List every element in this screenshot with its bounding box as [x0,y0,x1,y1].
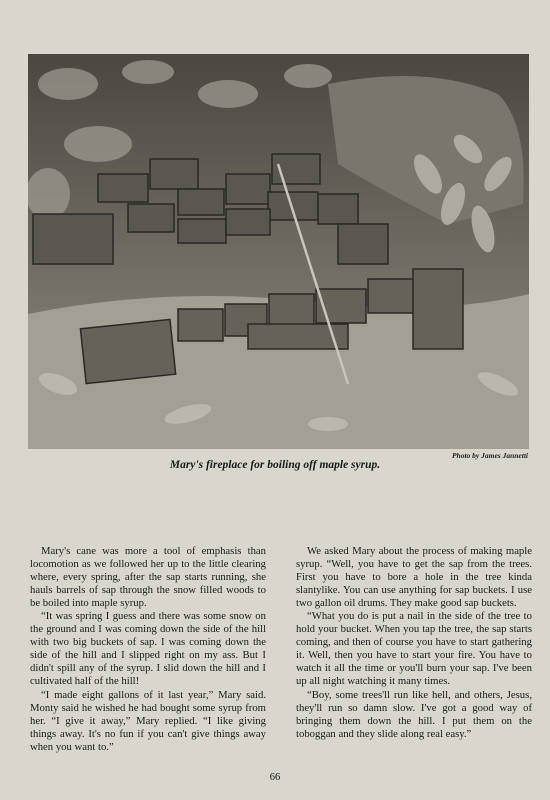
paragraph: Mary's cane was more a tool of emphasis than locomotion as we followed her up to the little clearing where, every spring, after the sap starts running, she hauls barrels of sap through the snow filled woods to be boiled into maple syrup. [30,545,266,610]
fireplace-photo [28,54,529,449]
page-number: 66 [269,772,281,783]
right-column [296,545,532,741]
paragraph: “It was spring I guess and there was some snow on the ground and I was coming down the side of the hill with two big buckets of sap. I was coming down the side of the hill and I slipped right on my ass. But I didn't spill any of the syrup. I slid down the hill and I cultivated half of the hill! [30,610,266,688]
paragraph: “Boy, some trees'll run like hell, and others, Jesus, they'll run so damn slow. I've got a good way of bringing them down the hill. I put them on the toboggan and they slide along real easy.” [296,688,532,740]
paragraph: “What you do is put a nail in the side of the tree to hold your bucket. When you tap the tree, the sap starts coming, and then of course you have to start gathering it. Well, then you have to start your fire. You have to watch it all the time or you'll burn your sap. I've been up all night watching it many times. [296,610,532,688]
photo-caption: Mary's fireplace for boiling off maple syrup. [169,459,381,471]
paragraph: We asked Mary about the process of making maple syrup. “Well, you have to get the sap from the trees. First you have to bore a hole in the tree kinda slantylike. You can use anything for sap buckets. I use two gallon oil drums. They make good sap buckets. [296,545,532,610]
left-column [30,545,266,754]
photo-credit: Photo by James Jannetti [451,451,528,460]
paragraph: “I made eight gallons of it last year,” Mary said. Monty said he wished he had bought some syrup from her. “I give it away,” Mary replied. “I like giving things away. It's no fun if you can't give things away when you want to.” [30,688,266,753]
